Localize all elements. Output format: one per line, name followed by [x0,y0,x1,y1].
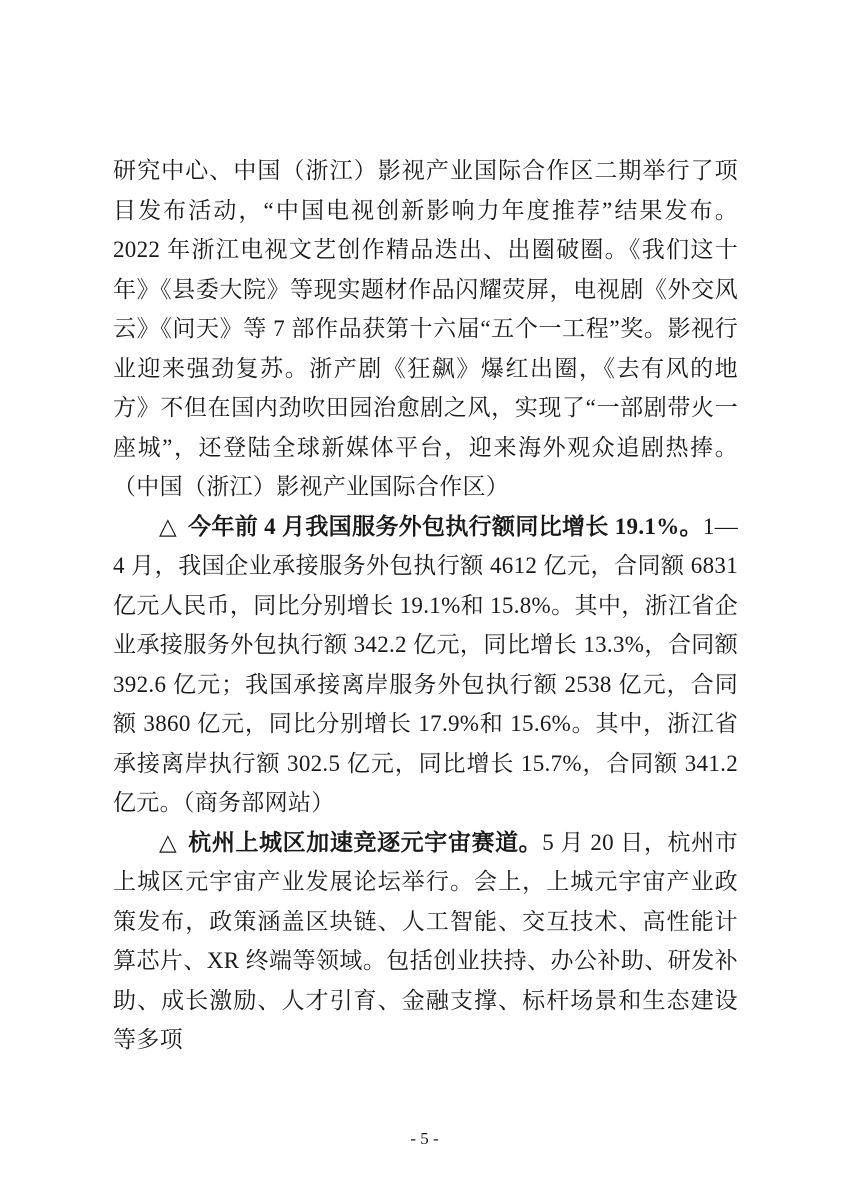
continuation-paragraph [113,151,738,507]
page-number: - 5 - [410,1129,439,1148]
news-item-metaverse [113,823,738,1060]
news-item-headline: 杭州上城区加速竞逐元宇宙赛道。 [188,829,543,855]
news-item-headline: 今年前 4 月我国服务外包执行额同比增长 19.1%。 [188,513,703,539]
document-body [113,151,738,1060]
triangle-marker-icon: △ [159,829,178,855]
continuation-paragraph-text: 研究中心、中国（浙江）影视产业国际合作区二期举行了项目发布活动，“中国电视创新影响力年度推荐”结果发布。2022 年浙江电视文艺创作精品迭出、出圈破圈。《我们这十年》《县委大院》等现实题材作品闪耀荧屏，电视剧《外交风云》《问天》等 7 部作品获第十六届“五个一工程”奖。影视行业迎来强劲复苏。浙产剧《狂飙》爆红出圈，《去有风的地方》不但在国内劲吹田园治愈剧之风，实现了“一部剧带火一座城”，还登陆全球新媒体平台，迎来海外观众追剧热捧。（中国（浙江）影视产业国际合作区） [113,158,738,499]
news-item-service-outsourcing [113,507,738,823]
news-item-body-text: 5 月 20 日，杭州市上城区元宇宙产业发展论坛举行。会上，上城元宇宙产业政策发布，政策涵盖区块链、人工智能、交互技术、高性能计算芯片、XR 终端等领域。包括创业扶持、办公补助、研发补助、成长激励、人才引育、金融支撑、标杆场景和生态建设等多项 [113,829,738,1052]
triangle-marker-icon: △ [159,513,178,539]
news-item-body-text: 1—4 月，我国企业承接服务外包执行额 4612 亿元，合同额 6831 亿元人民币，同比分别增长 19.1%和 15.8%。其中，浙江省企业承接服务外包执行额 342.2 亿元，同比增长 13.3%，合同额 392.6 亿元；我国承接离岸服务外包执行额 2538 亿元，合同额 3860 亿元，同比分别增长 17.9%和 15.6%。其中，浙江省承接离岸执行额 302.5 亿元，同比增长 15.7%，合同额 341.2 亿元。（商务部网站） [113,513,738,815]
